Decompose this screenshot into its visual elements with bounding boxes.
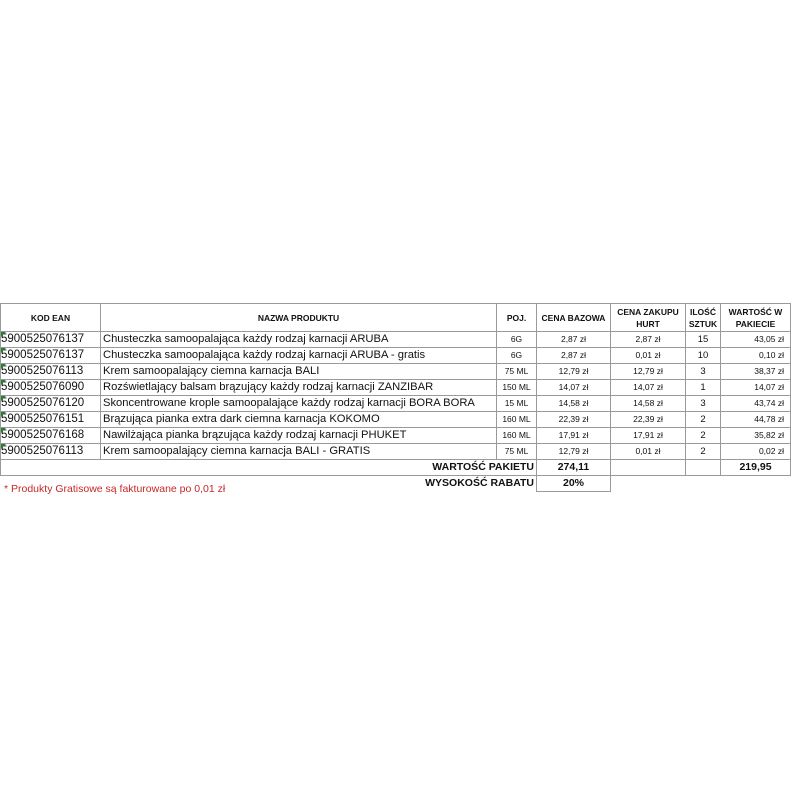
header-value: WARTOŚĆ W PAKIECIE (721, 304, 791, 332)
qty-cell: 2 (686, 444, 721, 460)
package-total: 219,95 (721, 460, 791, 476)
package-value: 274,11 (537, 460, 611, 476)
cell-marker-icon (1, 332, 6, 337)
table-row (1, 348, 791, 364)
product-name-cell: Krem samoopalający ciemna karnacja BALI - GRATIS (101, 444, 497, 460)
purchase-price-cell: 14,07 zł (611, 380, 686, 396)
header-poj: POJ. (497, 304, 537, 332)
poj-cell: 15 ML (497, 396, 537, 412)
header-purchase-price: CENA ZAKUPU HURT (611, 304, 686, 332)
product-name-cell: Nawilżająca pianka brązująca każdy rodzaj karnacji PHUKET (101, 428, 497, 444)
discount-value: 20% (537, 476, 611, 492)
header-ean: KOD EAN (1, 304, 101, 332)
value-cell: 43,05 zł (721, 332, 791, 348)
value-cell: 44,78 zł (721, 412, 791, 428)
product-name-cell: Chusteczka samoopalająca każdy rodzaj karnacji ARUBA (101, 332, 497, 348)
base-price-cell: 2,87 zł (537, 348, 611, 364)
poj-cell: 6G (497, 348, 537, 364)
base-price-cell: 2,87 zł (537, 332, 611, 348)
package-value-label: WARTOŚĆ PAKIETU (1, 460, 537, 476)
poj-cell: 6G (497, 332, 537, 348)
table-row (1, 332, 791, 348)
ean-cell: 5900525076090 (1, 380, 101, 396)
header-qty: ILOŚĆ SZTUK (686, 304, 721, 332)
table-row (1, 428, 791, 444)
ean-cell: 5900525076113 (1, 364, 101, 380)
purchase-price-cell: 0,01 zł (611, 348, 686, 364)
cell-marker-icon (1, 444, 6, 449)
value-cell: 38,37 zł (721, 364, 791, 380)
value-cell: 35,82 zł (721, 428, 791, 444)
cell-marker-icon (1, 364, 6, 369)
poj-cell: 75 ML (497, 364, 537, 380)
base-price-cell: 14,58 zł (537, 396, 611, 412)
cell-marker-icon (1, 412, 6, 417)
purchase-price-cell: 17,91 zł (611, 428, 686, 444)
qty-cell: 3 (686, 364, 721, 380)
poj-cell: 150 ML (497, 380, 537, 396)
qty-cell: 3 (686, 396, 721, 412)
ean-cell: 5900525076113 (1, 444, 101, 460)
table-row (1, 444, 791, 460)
product-table (0, 303, 791, 492)
table-row (1, 364, 791, 380)
poj-cell: 75 ML (497, 444, 537, 460)
spreadsheet (0, 303, 791, 492)
base-price-cell: 17,91 zł (537, 428, 611, 444)
product-name-cell: Chusteczka samoopalająca każdy rodzaj karnacji ARUBA - gratis (101, 348, 497, 364)
header-name: NAZWA PRODUKTU (101, 304, 497, 332)
package-value-row (1, 460, 791, 476)
poj-cell: 160 ML (497, 428, 537, 444)
cell-marker-icon (1, 396, 6, 401)
poj-cell: 160 ML (497, 412, 537, 428)
ean-cell: 5900525076168 (1, 428, 101, 444)
value-cell: 43,74 zł (721, 396, 791, 412)
ean-cell: 5900525076120 (1, 396, 101, 412)
base-price-cell: 14,07 zł (537, 380, 611, 396)
product-name-cell: Rozświetlający balsam brązujący każdy rodzaj karnacji ZANZIBAR (101, 380, 497, 396)
value-cell: 0,10 zł (721, 348, 791, 364)
table-header-row (1, 304, 791, 332)
footnote: * Produkty Gratisowe są fakturowane po 0,01 zł (4, 483, 226, 495)
cell-marker-icon (1, 428, 6, 433)
table-row (1, 396, 791, 412)
product-name-cell: Brązująca pianka extra dark ciemna karnacja KOKOMO (101, 412, 497, 428)
cell-marker-icon (1, 348, 6, 353)
table-row (1, 380, 791, 396)
product-name-cell: Krem samoopalający ciemna karnacja BALI (101, 364, 497, 380)
empty-cell (611, 460, 686, 476)
base-price-cell: 12,79 zł (537, 364, 611, 380)
purchase-price-cell: 12,79 zł (611, 364, 686, 380)
purchase-price-cell: 14,58 zł (611, 396, 686, 412)
table-row (1, 412, 791, 428)
empty-cell (686, 460, 721, 476)
value-cell: 0,02 zł (721, 444, 791, 460)
qty-cell: 2 (686, 412, 721, 428)
qty-cell: 15 (686, 332, 721, 348)
product-name-cell: Skoncentrowane krople samoopalające każdy rodzaj karnacji BORA BORA (101, 396, 497, 412)
qty-cell: 10 (686, 348, 721, 364)
ean-cell: 5900525076137 (1, 348, 101, 364)
discount-label: WYSOKOŚĆ RABATU (1, 476, 537, 492)
purchase-price-cell: 2,87 zł (611, 332, 686, 348)
purchase-price-cell: 22,39 zł (611, 412, 686, 428)
base-price-cell: 12,79 zł (537, 444, 611, 460)
purchase-price-cell: 0,01 zł (611, 444, 686, 460)
ean-cell: 5900525076137 (1, 332, 101, 348)
qty-cell: 1 (686, 380, 721, 396)
header-base-price: CENA BAZOWA (537, 304, 611, 332)
value-cell: 14,07 zł (721, 380, 791, 396)
cell-marker-icon (1, 380, 6, 385)
qty-cell: 2 (686, 428, 721, 444)
ean-cell: 5900525076151 (1, 412, 101, 428)
base-price-cell: 22,39 zł (537, 412, 611, 428)
